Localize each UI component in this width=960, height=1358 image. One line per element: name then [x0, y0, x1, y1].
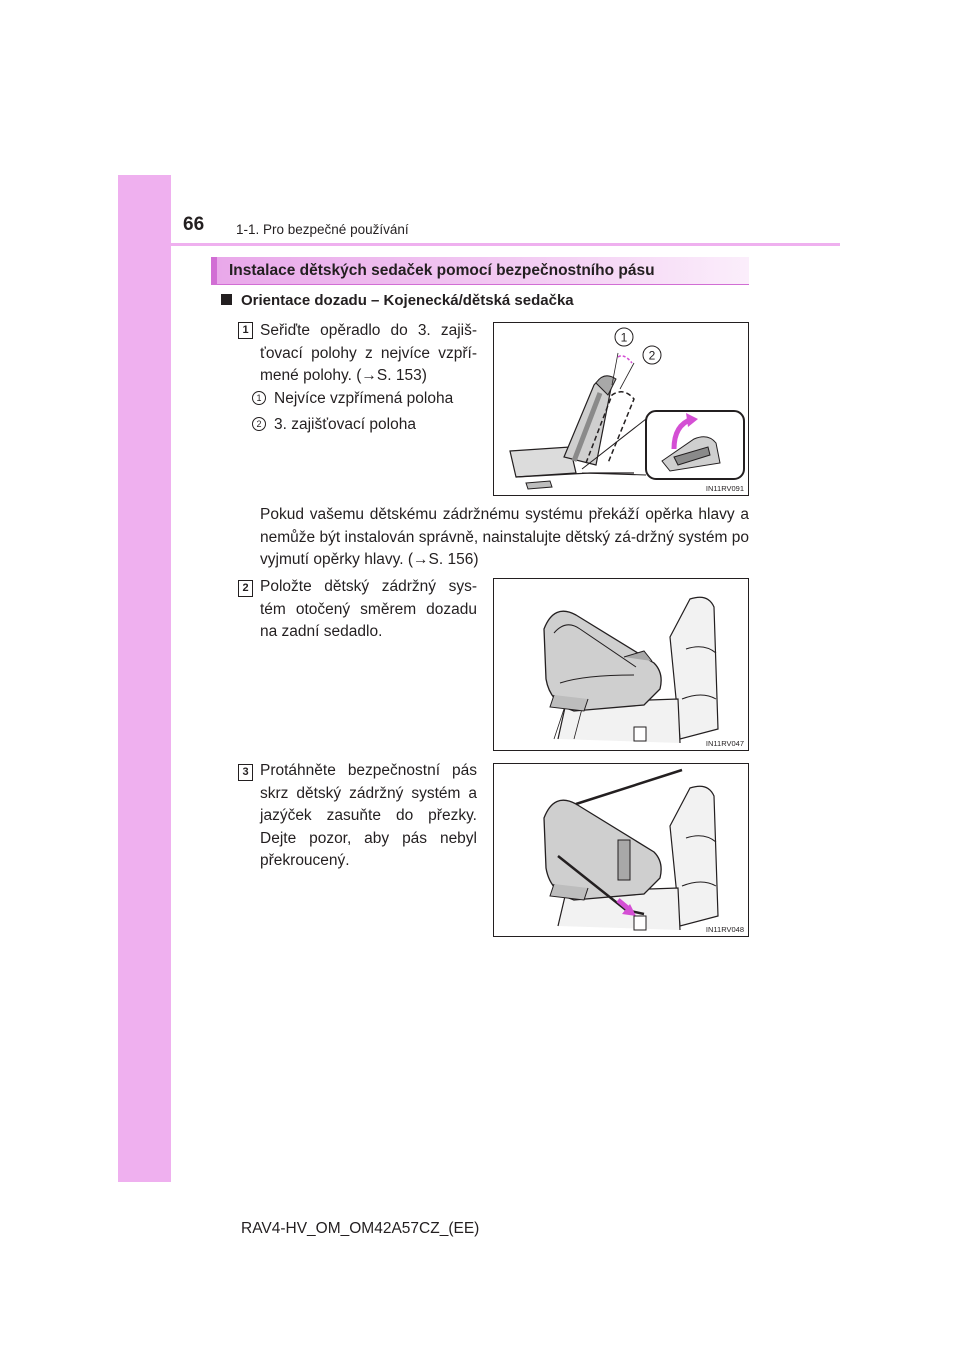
- step-1-item-2-text: 3. zajišťovací poloha: [274, 416, 416, 433]
- square-bullet-icon: [221, 294, 232, 305]
- subheading: [221, 292, 574, 309]
- step-1-item-1-text: Nejvíce vzpřímená poloha: [274, 390, 454, 407]
- page-number: 66: [183, 214, 205, 235]
- step-number-3: 3: [238, 764, 253, 781]
- step-number-2: 2: [238, 580, 253, 597]
- figure-callout-1: 1: [620, 330, 628, 345]
- figure-code: IN11RV091: [705, 484, 744, 493]
- step-1-item-1: [252, 390, 453, 408]
- figure-callout-2: 2: [648, 348, 656, 363]
- figure-code: IN11RV047: [705, 739, 744, 748]
- step-number-1: 1: [238, 322, 253, 339]
- figure-place-child-seat: [493, 578, 749, 751]
- running-header: 1-1. Pro bezpečné používání: [236, 222, 409, 237]
- callout-2-marker: 2: [252, 417, 266, 431]
- callout-1-marker: 1: [252, 391, 266, 405]
- side-color-band: [118, 175, 171, 1182]
- section-title-bar: [211, 257, 749, 284]
- header-rule: [118, 243, 840, 246]
- belt-routing-illustration: [494, 764, 748, 936]
- footer-doc-id: RAV4-HV_OM_OM42A57CZ_(EE): [241, 1220, 480, 1237]
- step-3-text: Protáhněte bezpečnostní pás skrz dětský zádržný systém a jazýček zasuňte do přezky. Dejte pozor, aby pás nebyl překroucený.: [260, 762, 477, 869]
- section-rule: [211, 284, 749, 285]
- figure-seat-back-adjust: [493, 322, 749, 496]
- step-1-note: Pokud vašemu dětskému zádržnému systému překáží opěrka hlavy a nemůže být instalován správně, nainstalujte dětský zá-držný systém po vyjmutí opěrky hlavy. (→S. 156): [260, 506, 749, 568]
- figure-code: IN11RV048: [705, 925, 744, 934]
- step-2-text: Položte dětský zádržný sys-tém otočený směrem dozadu na zadní sedadlo.: [260, 578, 477, 640]
- child-seat-illustration: [494, 579, 748, 750]
- step-1-item-2: [252, 416, 416, 434]
- section-title: Instalace dětských sedaček pomocí bezpečnostního pásu: [229, 262, 655, 279]
- figure-route-belt: [493, 763, 749, 937]
- step-1-text: Seřiďte opěradlo do 3. zajiš-ťovací polohy z nejvíce vzpří-mené polohy. (→S. 153): [260, 322, 477, 384]
- seat-back-illustration: [494, 323, 748, 495]
- subheading-text: Orientace dozadu – Kojenecká/dětská sedačka: [241, 292, 574, 309]
